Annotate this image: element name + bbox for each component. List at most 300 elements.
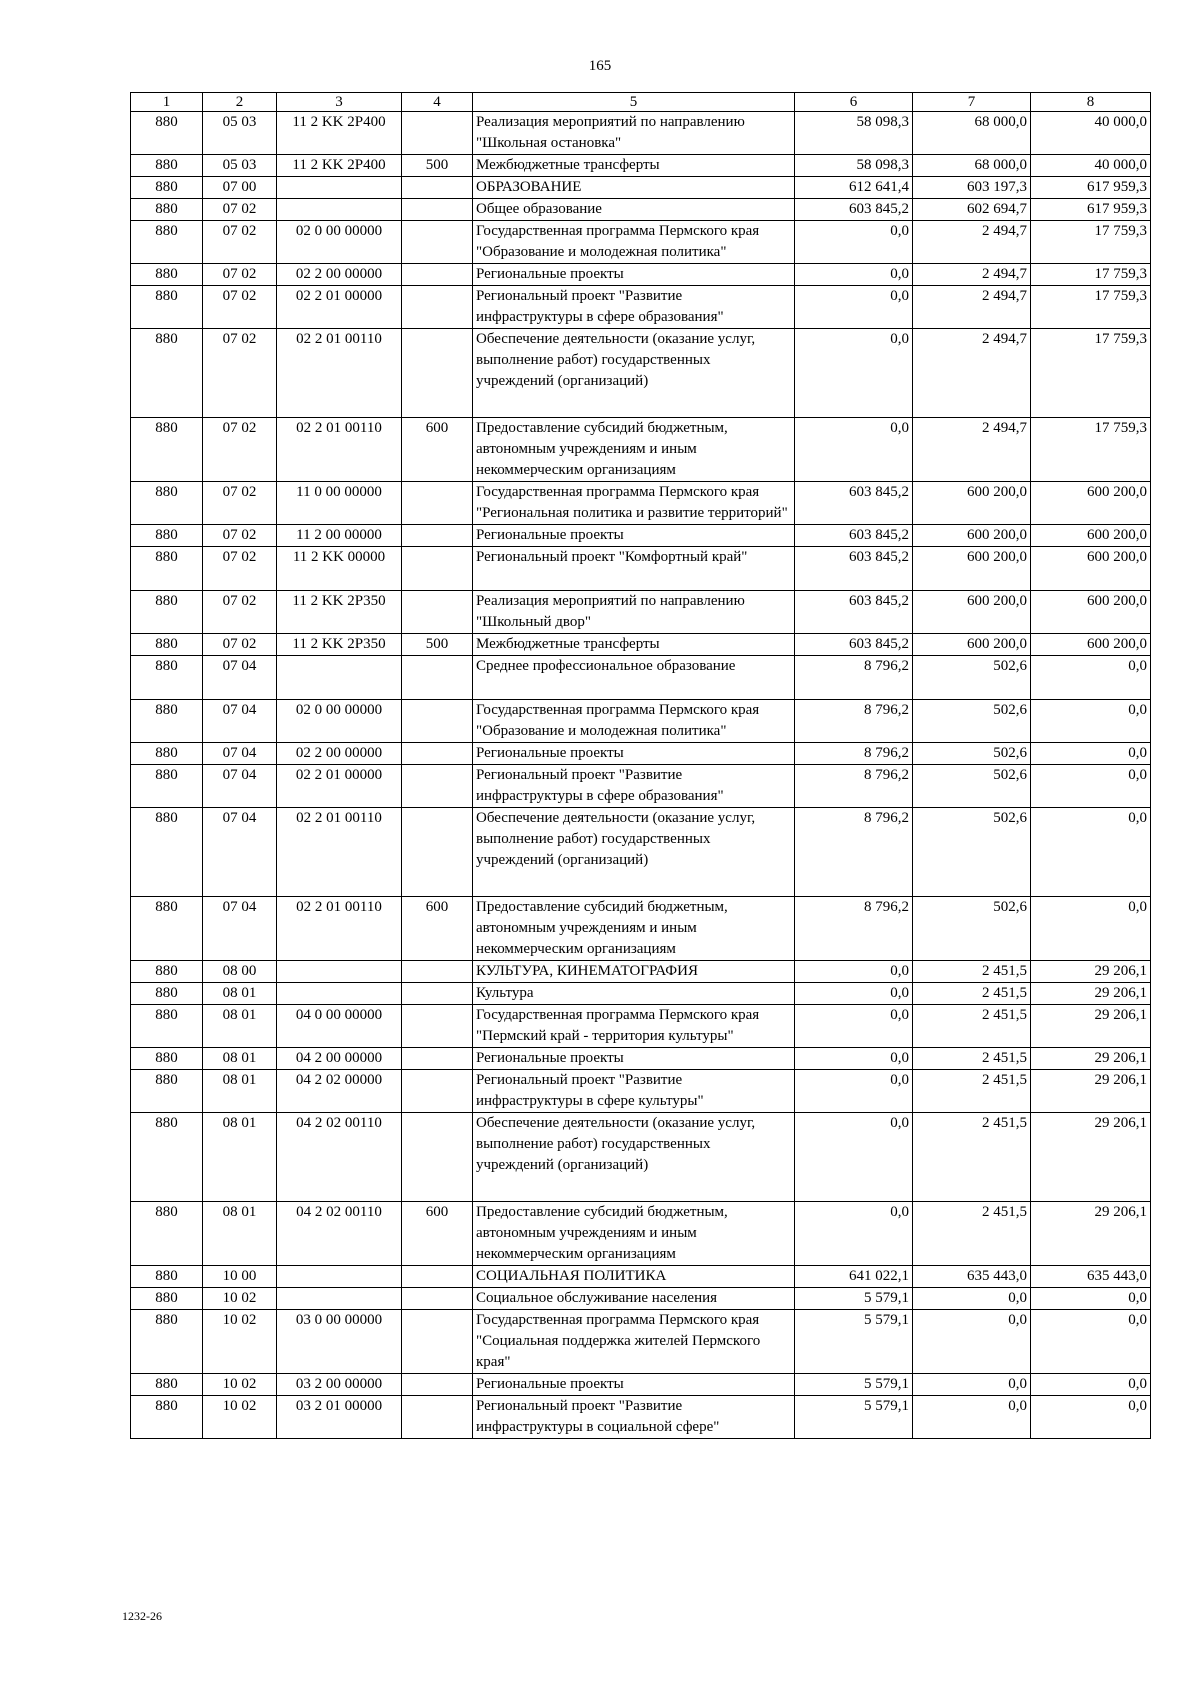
table-row <box>131 112 1151 155</box>
cell-target-code: 04 0 00 00000 <box>277 1005 402 1048</box>
cell-target-code: 02 2 01 00000 <box>277 286 402 329</box>
cell-amount-col6: 603 845,2 <box>795 547 913 591</box>
cell-section-code: 07 02 <box>203 634 277 656</box>
table-row <box>131 177 1151 199</box>
cell-amount-col8: 0,0 <box>1031 808 1151 897</box>
cell-section-code: 10 02 <box>203 1374 277 1396</box>
cell-amount-col8: 17 759,3 <box>1031 264 1151 286</box>
cell-admin-code: 880 <box>131 634 203 656</box>
cell-amount-col8: 29 206,1 <box>1031 1005 1151 1048</box>
header-cell-1: 1 <box>131 93 203 112</box>
cell-expense-type: 500 <box>402 634 473 656</box>
cell-amount-col8: 0,0 <box>1031 700 1151 743</box>
cell-target-code: 02 0 00 00000 <box>277 221 402 264</box>
cell-admin-code: 880 <box>131 1288 203 1310</box>
cell-target-code: 02 2 01 00110 <box>277 418 402 482</box>
table-row <box>131 547 1151 591</box>
cell-section-code: 07 02 <box>203 525 277 547</box>
cell-amount-col6: 603 845,2 <box>795 199 913 221</box>
cell-expense-type <box>402 1113 473 1202</box>
cell-expense-type <box>402 961 473 983</box>
cell-amount-col6: 8 796,2 <box>795 743 913 765</box>
cell-amount-col7: 0,0 <box>913 1310 1031 1374</box>
cell-amount-col8: 40 000,0 <box>1031 155 1151 177</box>
cell-expense-type <box>402 264 473 286</box>
cell-expense-type <box>402 1070 473 1113</box>
cell-target-code <box>277 983 402 1005</box>
header-cell-5: 5 <box>473 93 795 112</box>
cell-admin-code: 880 <box>131 1048 203 1070</box>
cell-admin-code: 880 <box>131 1113 203 1202</box>
cell-expense-type <box>402 1310 473 1374</box>
cell-amount-col6: 5 579,1 <box>795 1396 913 1439</box>
cell-section-code: 07 02 <box>203 547 277 591</box>
cell-admin-code: 880 <box>131 418 203 482</box>
cell-amount-col6: 58 098,3 <box>795 112 913 155</box>
table-row <box>131 765 1151 808</box>
cell-admin-code: 880 <box>131 983 203 1005</box>
cell-amount-col6: 5 579,1 <box>795 1288 913 1310</box>
cell-amount-col8: 29 206,1 <box>1031 983 1151 1005</box>
cell-amount-col8: 29 206,1 <box>1031 1202 1151 1266</box>
cell-description: Региональные проекты <box>473 1048 795 1070</box>
cell-amount-col8: 17 759,3 <box>1031 286 1151 329</box>
cell-description: Обеспечение деятельности (оказание услуг, выполнение работ) государственных учреждений (организаций) <box>473 808 795 897</box>
cell-amount-col8: 0,0 <box>1031 1374 1151 1396</box>
cell-section-code: 07 04 <box>203 897 277 961</box>
cell-amount-col6: 0,0 <box>795 329 913 418</box>
cell-description: Культура <box>473 983 795 1005</box>
cell-admin-code: 880 <box>131 112 203 155</box>
cell-target-code: 03 0 00 00000 <box>277 1310 402 1374</box>
cell-amount-col8: 0,0 <box>1031 743 1151 765</box>
cell-section-code: 07 02 <box>203 286 277 329</box>
cell-admin-code: 880 <box>131 897 203 961</box>
cell-admin-code: 880 <box>131 329 203 418</box>
cell-target-code: 03 2 01 00000 <box>277 1396 402 1439</box>
cell-description: Обеспечение деятельности (оказание услуг, выполнение работ) государственных учреждений (организаций) <box>473 329 795 418</box>
cell-expense-type <box>402 983 473 1005</box>
cell-target-code: 11 2 KK 2P400 <box>277 112 402 155</box>
cell-amount-col7: 635 443,0 <box>913 1266 1031 1288</box>
cell-description: Обеспечение деятельности (оказание услуг, выполнение работ) государственных учреждений (организаций) <box>473 1113 795 1202</box>
cell-admin-code: 880 <box>131 177 203 199</box>
cell-description: Региональный проект "Комфортный край" <box>473 547 795 591</box>
cell-amount-col6: 0,0 <box>795 1005 913 1048</box>
cell-description: Предоставление субсидий бюджетным, автономным учреждениям и иным некоммерческим организациям <box>473 418 795 482</box>
table-row <box>131 656 1151 700</box>
cell-description: Межбюджетные трансферты <box>473 155 795 177</box>
cell-target-code: 11 2 KK 2P400 <box>277 155 402 177</box>
table-row <box>131 983 1151 1005</box>
cell-target-code: 04 2 00 00000 <box>277 1048 402 1070</box>
cell-amount-col8: 600 200,0 <box>1031 525 1151 547</box>
cell-amount-col7: 2 451,5 <box>913 1070 1031 1113</box>
cell-expense-type <box>402 525 473 547</box>
cell-target-code: 02 2 01 00110 <box>277 808 402 897</box>
cell-amount-col6: 612 641,4 <box>795 177 913 199</box>
cell-expense-type <box>402 112 473 155</box>
cell-target-code: 02 2 00 00000 <box>277 264 402 286</box>
cell-amount-col8: 617 959,3 <box>1031 177 1151 199</box>
cell-expense-type <box>402 1374 473 1396</box>
cell-target-code <box>277 656 402 700</box>
cell-amount-col8: 0,0 <box>1031 1310 1151 1374</box>
cell-section-code: 07 02 <box>203 264 277 286</box>
cell-description: Среднее профессиональное образование <box>473 656 795 700</box>
table-row <box>131 743 1151 765</box>
cell-description: Региональный проект "Развитие инфраструктуры в сфере образования" <box>473 765 795 808</box>
cell-expense-type: 600 <box>402 897 473 961</box>
cell-amount-col6: 0,0 <box>795 1070 913 1113</box>
cell-target-code: 11 2 KK 00000 <box>277 547 402 591</box>
cell-description: ОБРАЗОВАНИЕ <box>473 177 795 199</box>
cell-amount-col6: 0,0 <box>795 961 913 983</box>
cell-amount-col6: 0,0 <box>795 1048 913 1070</box>
cell-section-code: 08 01 <box>203 1048 277 1070</box>
cell-expense-type <box>402 221 473 264</box>
cell-admin-code: 880 <box>131 1396 203 1439</box>
cell-section-code: 07 04 <box>203 808 277 897</box>
cell-target-code <box>277 1266 402 1288</box>
cell-expense-type <box>402 808 473 897</box>
cell-target-code: 11 0 00 00000 <box>277 482 402 525</box>
cell-amount-col7: 600 200,0 <box>913 482 1031 525</box>
header-cell-2: 2 <box>203 93 277 112</box>
cell-expense-type <box>402 656 473 700</box>
table-row <box>131 482 1151 525</box>
cell-expense-type <box>402 177 473 199</box>
cell-amount-col6: 603 845,2 <box>795 525 913 547</box>
cell-target-code: 04 2 02 00000 <box>277 1070 402 1113</box>
cell-target-code: 02 2 01 00110 <box>277 329 402 418</box>
cell-admin-code: 880 <box>131 743 203 765</box>
table-row <box>131 700 1151 743</box>
cell-admin-code: 880 <box>131 1202 203 1266</box>
header-cell-4: 4 <box>402 93 473 112</box>
table-row <box>131 1113 1151 1202</box>
cell-amount-col6: 0,0 <box>795 1202 913 1266</box>
table-row <box>131 418 1151 482</box>
cell-description: Государственная программа Пермского края "Образование и молодежная политика" <box>473 700 795 743</box>
cell-admin-code: 880 <box>131 547 203 591</box>
cell-expense-type <box>402 1048 473 1070</box>
cell-section-code: 07 02 <box>203 482 277 525</box>
cell-target-code: 02 2 01 00000 <box>277 765 402 808</box>
cell-description: Реализация мероприятий по направлению "Школьная остановка" <box>473 112 795 155</box>
cell-description: Предоставление субсидий бюджетным, автономным учреждениям и иным некоммерческим организациям <box>473 1202 795 1266</box>
cell-admin-code: 880 <box>131 155 203 177</box>
cell-section-code: 08 00 <box>203 961 277 983</box>
cell-target-code: 02 0 00 00000 <box>277 700 402 743</box>
cell-expense-type: 500 <box>402 155 473 177</box>
cell-amount-col8: 600 200,0 <box>1031 482 1151 525</box>
cell-target-code <box>277 177 402 199</box>
cell-amount-col8: 635 443,0 <box>1031 1266 1151 1288</box>
cell-amount-col8: 17 759,3 <box>1031 221 1151 264</box>
cell-section-code: 10 02 <box>203 1310 277 1374</box>
table-row <box>131 591 1151 634</box>
cell-expense-type <box>402 743 473 765</box>
cell-amount-col8: 29 206,1 <box>1031 1070 1151 1113</box>
table-row <box>131 329 1151 418</box>
cell-amount-col8: 0,0 <box>1031 1288 1151 1310</box>
cell-expense-type <box>402 765 473 808</box>
cell-description: Общее образование <box>473 199 795 221</box>
cell-admin-code: 880 <box>131 1266 203 1288</box>
header-cell-8: 8 <box>1031 93 1151 112</box>
cell-amount-col7: 2 494,7 <box>913 418 1031 482</box>
cell-amount-col7: 68 000,0 <box>913 155 1031 177</box>
header-cell-3: 3 <box>277 93 402 112</box>
table-body <box>131 112 1151 1439</box>
cell-description: Межбюджетные трансферты <box>473 634 795 656</box>
cell-admin-code: 880 <box>131 1070 203 1113</box>
cell-section-code: 07 02 <box>203 591 277 634</box>
cell-expense-type <box>402 482 473 525</box>
cell-amount-col7: 2 451,5 <box>913 1005 1031 1048</box>
cell-section-code: 08 01 <box>203 1005 277 1048</box>
cell-amount-col6: 0,0 <box>795 983 913 1005</box>
cell-amount-col7: 2 451,5 <box>913 1048 1031 1070</box>
cell-amount-col6: 8 796,2 <box>795 700 913 743</box>
cell-description: Социальное обслуживание населения <box>473 1288 795 1310</box>
cell-description: Региональный проект "Развитие инфраструктуры в сфере культуры" <box>473 1070 795 1113</box>
cell-amount-col6: 0,0 <box>795 264 913 286</box>
cell-target-code <box>277 199 402 221</box>
cell-description: Государственная программа Пермского края "Социальная поддержка жителей Пермского края" <box>473 1310 795 1374</box>
cell-section-code: 10 02 <box>203 1288 277 1310</box>
table-row <box>131 286 1151 329</box>
cell-amount-col7: 502,6 <box>913 743 1031 765</box>
cell-section-code: 10 00 <box>203 1266 277 1288</box>
cell-amount-col6: 8 796,2 <box>795 897 913 961</box>
cell-target-code: 03 2 00 00000 <box>277 1374 402 1396</box>
cell-description: Региональные проекты <box>473 743 795 765</box>
table-row <box>131 1288 1151 1310</box>
cell-amount-col6: 5 579,1 <box>795 1310 913 1374</box>
cell-description: Государственная программа Пермского края "Пермский край - территория культуры" <box>473 1005 795 1048</box>
cell-expense-type <box>402 286 473 329</box>
cell-amount-col7: 2 451,5 <box>913 1202 1031 1266</box>
table-row <box>131 961 1151 983</box>
cell-expense-type <box>402 591 473 634</box>
cell-admin-code: 880 <box>131 1374 203 1396</box>
table-row <box>131 264 1151 286</box>
cell-amount-col8: 29 206,1 <box>1031 1113 1151 1202</box>
cell-amount-col8: 0,0 <box>1031 765 1151 808</box>
table-row <box>131 1396 1151 1439</box>
cell-target-code: 02 2 00 00000 <box>277 743 402 765</box>
header-cell-7: 7 <box>913 93 1031 112</box>
cell-section-code: 08 01 <box>203 1202 277 1266</box>
cell-target-code: 04 2 02 00110 <box>277 1202 402 1266</box>
cell-admin-code: 880 <box>131 199 203 221</box>
cell-amount-col6: 641 022,1 <box>795 1266 913 1288</box>
cell-expense-type <box>402 700 473 743</box>
cell-amount-col8: 40 000,0 <box>1031 112 1151 155</box>
cell-description: КУЛЬТУРА, КИНЕМАТОГРАФИЯ <box>473 961 795 983</box>
cell-description: Региональные проекты <box>473 264 795 286</box>
cell-amount-col8: 600 200,0 <box>1031 547 1151 591</box>
document-code: 1232-26 <box>122 1609 162 1623</box>
table-row <box>131 634 1151 656</box>
cell-amount-col7: 2 494,7 <box>913 221 1031 264</box>
cell-amount-col8: 0,0 <box>1031 656 1151 700</box>
cell-description: Региональный проект "Развитие инфраструктуры в социальной сфере" <box>473 1396 795 1439</box>
table-row <box>131 221 1151 264</box>
cell-amount-col7: 2 451,5 <box>913 1113 1031 1202</box>
cell-expense-type: 600 <box>402 1202 473 1266</box>
cell-description: Реализация мероприятий по направлению "Школьный двор" <box>473 591 795 634</box>
cell-section-code: 08 01 <box>203 1113 277 1202</box>
cell-amount-col6: 603 845,2 <box>795 591 913 634</box>
cell-expense-type <box>402 329 473 418</box>
cell-amount-col7: 502,6 <box>913 700 1031 743</box>
cell-amount-col7: 0,0 <box>913 1396 1031 1439</box>
cell-amount-col6: 0,0 <box>795 286 913 329</box>
cell-amount-col7: 2 451,5 <box>913 983 1031 1005</box>
cell-target-code: 11 2 00 00000 <box>277 525 402 547</box>
cell-amount-col8: 17 759,3 <box>1031 418 1151 482</box>
cell-target-code: 02 2 01 00110 <box>277 897 402 961</box>
cell-admin-code: 880 <box>131 700 203 743</box>
cell-target-code: 11 2 KK 2P350 <box>277 591 402 634</box>
cell-section-code: 07 02 <box>203 329 277 418</box>
cell-section-code: 10 02 <box>203 1396 277 1439</box>
cell-admin-code: 880 <box>131 525 203 547</box>
cell-amount-col8: 29 206,1 <box>1031 961 1151 983</box>
cell-description: Региональный проект "Развитие инфраструктуры в сфере образования" <box>473 286 795 329</box>
cell-admin-code: 880 <box>131 656 203 700</box>
cell-amount-col7: 502,6 <box>913 897 1031 961</box>
table-row <box>131 1202 1151 1266</box>
table-row <box>131 1048 1151 1070</box>
cell-section-code: 07 02 <box>203 418 277 482</box>
cell-description: Региональные проекты <box>473 525 795 547</box>
cell-expense-type <box>402 1396 473 1439</box>
cell-amount-col7: 2 451,5 <box>913 961 1031 983</box>
cell-amount-col7: 600 200,0 <box>913 591 1031 634</box>
cell-description: Предоставление субсидий бюджетным, автономным учреждениям и иным некоммерческим организациям <box>473 897 795 961</box>
cell-admin-code: 880 <box>131 221 203 264</box>
cell-amount-col8: 0,0 <box>1031 897 1151 961</box>
cell-expense-type <box>402 1266 473 1288</box>
cell-amount-col8: 29 206,1 <box>1031 1048 1151 1070</box>
cell-amount-col6: 58 098,3 <box>795 155 913 177</box>
table-row <box>131 199 1151 221</box>
cell-amount-col6: 0,0 <box>795 221 913 264</box>
cell-amount-col8: 617 959,3 <box>1031 199 1151 221</box>
cell-amount-col7: 0,0 <box>913 1374 1031 1396</box>
cell-amount-col6: 0,0 <box>795 418 913 482</box>
cell-section-code: 05 03 <box>203 155 277 177</box>
cell-expense-type <box>402 1288 473 1310</box>
cell-amount-col7: 502,6 <box>913 656 1031 700</box>
page-number: 165 <box>588 58 612 74</box>
header-row <box>131 93 1151 112</box>
cell-description: СОЦИАЛЬНАЯ ПОЛИТИКА <box>473 1266 795 1288</box>
cell-admin-code: 880 <box>131 482 203 525</box>
cell-amount-col8: 600 200,0 <box>1031 591 1151 634</box>
cell-amount-col6: 603 845,2 <box>795 634 913 656</box>
cell-admin-code: 880 <box>131 808 203 897</box>
table-row <box>131 1070 1151 1113</box>
cell-section-code: 08 01 <box>203 983 277 1005</box>
cell-amount-col7: 68 000,0 <box>913 112 1031 155</box>
cell-expense-type <box>402 547 473 591</box>
cell-admin-code: 880 <box>131 264 203 286</box>
cell-target-code: 04 2 02 00110 <box>277 1113 402 1202</box>
cell-section-code: 07 02 <box>203 221 277 264</box>
table-row <box>131 897 1151 961</box>
cell-admin-code: 880 <box>131 286 203 329</box>
cell-admin-code: 880 <box>131 765 203 808</box>
table-row <box>131 1310 1151 1374</box>
cell-section-code: 07 04 <box>203 743 277 765</box>
cell-description: Государственная программа Пермского края "Региональная политика и развитие территорий" <box>473 482 795 525</box>
cell-section-code: 07 04 <box>203 765 277 808</box>
cell-expense-type <box>402 199 473 221</box>
cell-section-code: 08 01 <box>203 1070 277 1113</box>
cell-amount-col6: 5 579,1 <box>795 1374 913 1396</box>
cell-description: Региональные проекты <box>473 1374 795 1396</box>
cell-target-code <box>277 961 402 983</box>
cell-amount-col8: 17 759,3 <box>1031 329 1151 418</box>
table-header <box>131 93 1151 112</box>
cell-expense-type: 600 <box>402 418 473 482</box>
cell-amount-col6: 8 796,2 <box>795 656 913 700</box>
table-row <box>131 1005 1151 1048</box>
cell-target-code <box>277 1288 402 1310</box>
table-row <box>131 1266 1151 1288</box>
cell-admin-code: 880 <box>131 1005 203 1048</box>
table-row <box>131 525 1151 547</box>
cell-amount-col6: 0,0 <box>795 1113 913 1202</box>
cell-amount-col8: 600 200,0 <box>1031 634 1151 656</box>
cell-amount-col6: 8 796,2 <box>795 765 913 808</box>
cell-amount-col7: 2 494,7 <box>913 264 1031 286</box>
budget-table <box>130 92 1151 1439</box>
cell-amount-col6: 8 796,2 <box>795 808 913 897</box>
cell-admin-code: 880 <box>131 961 203 983</box>
cell-amount-col8: 0,0 <box>1031 1396 1151 1439</box>
cell-amount-col7: 0,0 <box>913 1288 1031 1310</box>
cell-target-code: 11 2 KK 2P350 <box>277 634 402 656</box>
cell-amount-col7: 600 200,0 <box>913 634 1031 656</box>
cell-section-code: 07 00 <box>203 177 277 199</box>
cell-section-code: 07 02 <box>203 199 277 221</box>
cell-section-code: 05 03 <box>203 112 277 155</box>
cell-section-code: 07 04 <box>203 656 277 700</box>
cell-amount-col7: 502,6 <box>913 765 1031 808</box>
cell-expense-type <box>402 1005 473 1048</box>
cell-section-code: 07 04 <box>203 700 277 743</box>
cell-amount-col7: 602 694,7 <box>913 199 1031 221</box>
cell-admin-code: 880 <box>131 1310 203 1374</box>
table-row <box>131 155 1151 177</box>
cell-amount-col7: 600 200,0 <box>913 547 1031 591</box>
cell-amount-col7: 2 494,7 <box>913 286 1031 329</box>
table-row <box>131 1374 1151 1396</box>
cell-admin-code: 880 <box>131 591 203 634</box>
cell-description: Государственная программа Пермского края "Образование и молодежная политика" <box>473 221 795 264</box>
cell-amount-col7: 600 200,0 <box>913 525 1031 547</box>
cell-amount-col7: 2 494,7 <box>913 329 1031 418</box>
table-row <box>131 808 1151 897</box>
cell-amount-col7: 603 197,3 <box>913 177 1031 199</box>
cell-amount-col6: 603 845,2 <box>795 482 913 525</box>
